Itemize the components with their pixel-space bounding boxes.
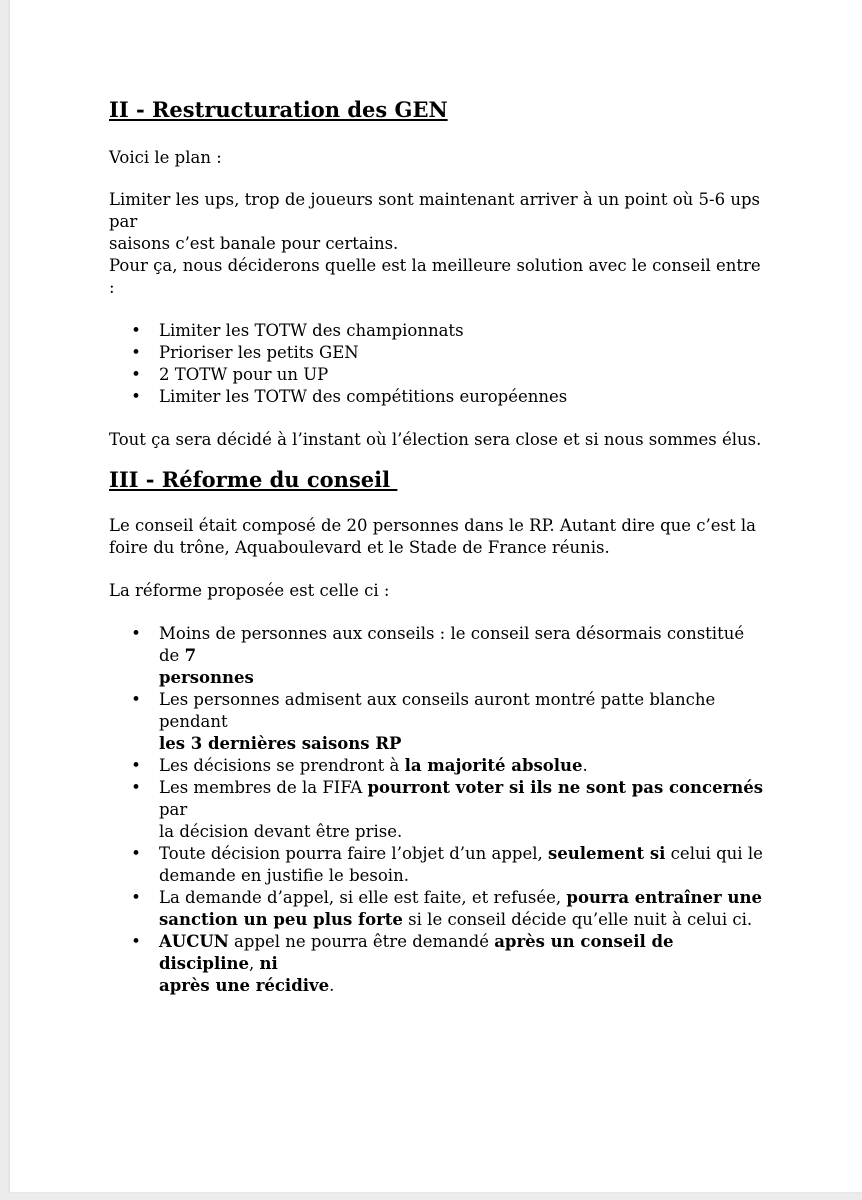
section-3-paragraph-1: Le conseil était composé de 20 personnes dans le RP. Autant dire que c’est la foire du trône, Aquaboulevard et le Stade de France réunis. [109,516,756,557]
list-item: • AUCUN appel ne pourra être demandé après un conseil de discipline, ni après une récidive. [131,932,674,995]
section-2-closing: Tout ça sera décidé à l’instant où l’élection sera close et si nous sommes élus. [109,430,762,449]
list-item: • Moins de personnes aux conseils : le conseil sera désormais constitué de 7 personnes [131,624,745,687]
list-item: • Prioriser les petits GEN [131,343,359,362]
list-item: • Limiter les TOTW des compétitions européennes [131,387,568,406]
list-item: • Les membres de la FIFA pourront voter si ils ne sont pas concernés par la décision devant être prise. [131,778,764,841]
list-item: • Les décisions se prendront à la majorité absolue. [131,756,588,775]
list-item: • 2 TOTW pour un UP [131,365,329,384]
section-2-paragraph-1: Limiter les ups, trop de joueurs sont maintenant arriver à un point où 5-6 ups par saisons c’est banale pour certains. [109,190,760,253]
section-3-title: III - Réforme du conseil [109,467,398,492]
section-2-title: II - Restructuration des GEN [109,97,448,122]
document-content [109,95,769,997]
section-2-intro: Voici le plan : [109,148,222,167]
section-2-paragraph-2: Pour ça, nous déciderons quelle est la meilleure solution avec le conseil entre : [109,256,761,297]
section-3-list [109,623,769,997]
list-item: • La demande d’appel, si elle est faite, et refusée, pourra entraîner une sanction un peu plus forte si le conseil décide qu’elle nuit à celui ci. [131,888,762,929]
document-page [10,0,862,1192]
list-item: • Toute décision pourra faire l’objet d’un appel, seulement si celui qui le demande en justifie le besoin. [131,844,763,885]
list-item: • Les personnes admisent aux conseils auront montré patte blanche pendant les 3 dernières saisons RP [131,690,716,753]
list-item: • Limiter les TOTW des championnats [131,321,464,340]
section-2-list [109,320,769,408]
section-3-intro: La réforme proposée est celle ci : [109,581,390,600]
